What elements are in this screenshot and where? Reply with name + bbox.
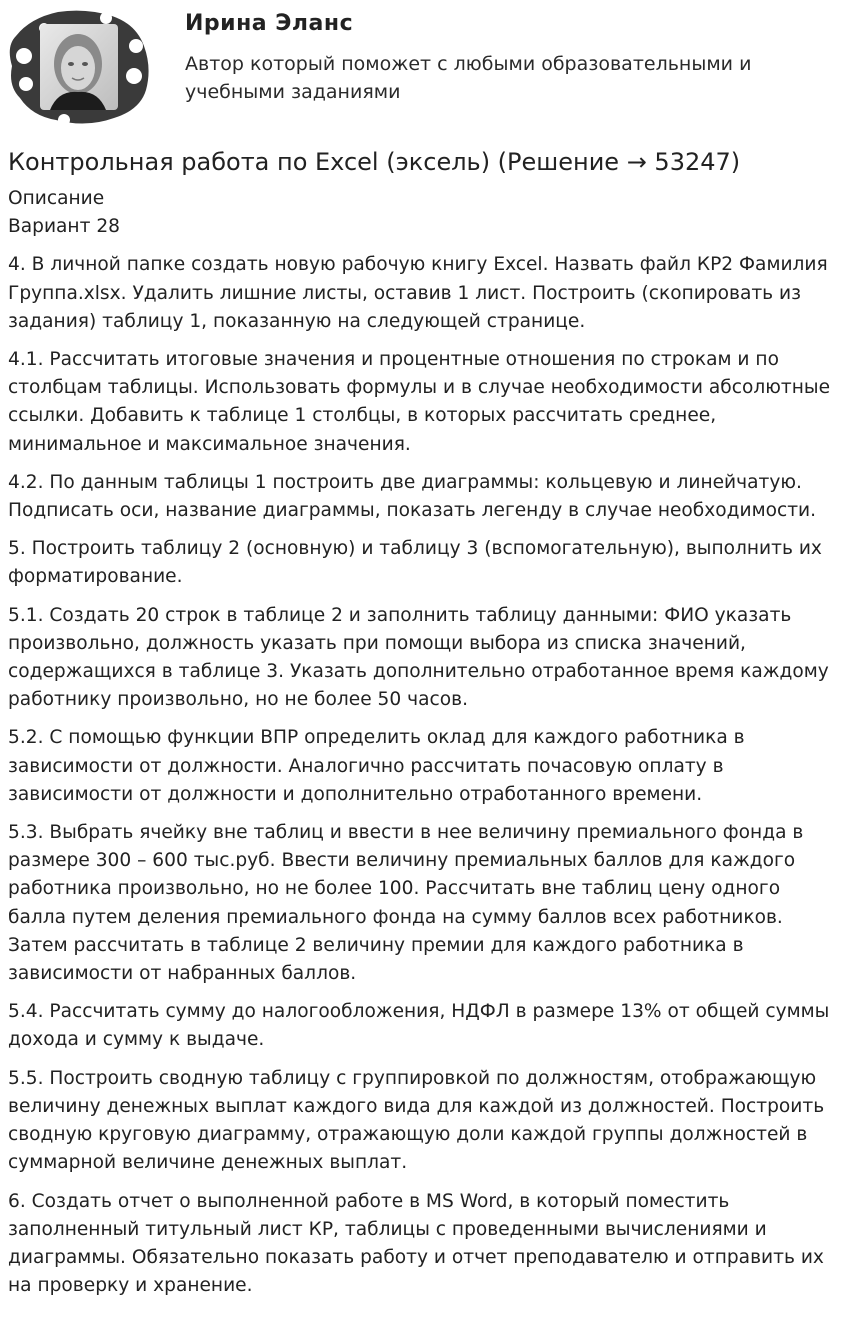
author-name: Ирина Эланс [185,11,354,36]
variant-label: Вариант 28 [8,216,120,238]
task-paragraph-5-4: 5.4. Рассчитать сумму до налогообложения, НДФЛ в размере 13% от общей суммы дохода и сумму к выдаче. [8,1001,830,1051]
task-paragraph-4: 4. В личной папке создать новую рабочую книгу Excel. Назвать файл КР2 Фамилия Группа.xlsx. Удалить лишние листы, оставив 1 лист. Построить (скопировать из задания) таблицу 1, показанную на следующей странице. [8,254,828,332]
task-paragraph-5-1: 5.1. Создать 20 строк в таблице 2 и заполнить таблицу данными: ФИО указать произвольно, должность указать при помощи выбора из списка значений, содержащихся в таблице 3. Указать дополнительно отработанное время каждому работнику произвольно, но не более 50 часов. [8,604,829,711]
task-paragraph-5-5: 5.5. Построить сводную таблицу с группировкой по должностям, отображающую величину денежных выплат каждого вида для каждой из должностей. Построить сводную круговую диаграмму, отражающую доли каждой группы должностей в суммарной величине денежных выплат. [8,1067,825,1174]
document-body [8,185,840,1300]
author-bio: Автор который поможет с любыми образовательными и учебными заданиями [185,53,752,103]
task-paragraph-4-2: 4.2. По данным таблицы 1 построить две диаграммы: кольцевую и линейчатую. Подписать оси, название диаграммы, показать легенду в случае необходимости. [8,471,817,522]
description-label: Описание [8,188,105,209]
task-paragraph-5: 5. Построить таблицу 2 (основную) и таблицу 3 (вспомогательную), выполнить их форматирование. [8,538,822,588]
task-paragraph-5-3: 5.3. Выбрать ячейку вне таблиц и ввести в нее величину премиального фонда в размере 300 – 600 тыс.руб. Ввести величину премиальных баллов для каждого работника произвольно, но не более 100. Рассчитать вне таблиц цену одного балла путем деления премиального фонда на сумму баллов всех работников. Затем рассчитать в таблице 2 величину премии для каждого работника в зависимости от набранных баллов. [8,822,804,985]
task-paragraph-5-2: 5.2. С помощью функции ВПР определить оклад для каждого работника в зависимости от должности. Аналогично рассчитать почасовую оплату в зависимости от должности и дополнительно отработанного времени. [8,727,745,805]
author-avatar [6,6,152,128]
document-title: Контрольная работа по Excel (эксель) (Решение → 53247) [8,148,741,176]
task-paragraph-6: 6. Создать отчет о выполненной работе в MS Word, в который поместить заполненный титульный лист КР, таблицы с проведенными вычислениями и диаграммы. Обязательно показать работу и отчет преподавателю и отправить их на проверку и хранение. [8,1190,824,1297]
author-header [0,0,847,135]
task-paragraph-4-1: 4.1. Рассчитать итоговые значения и процентные отношения по строкам и по столбцам таблицы. Использовать формулы и в случае необходимости абсолютные ссылки. Добавить к таблице 1 столбцы, в которых рассчитать среднее, минимальное и максимальное значения. [8,349,831,455]
